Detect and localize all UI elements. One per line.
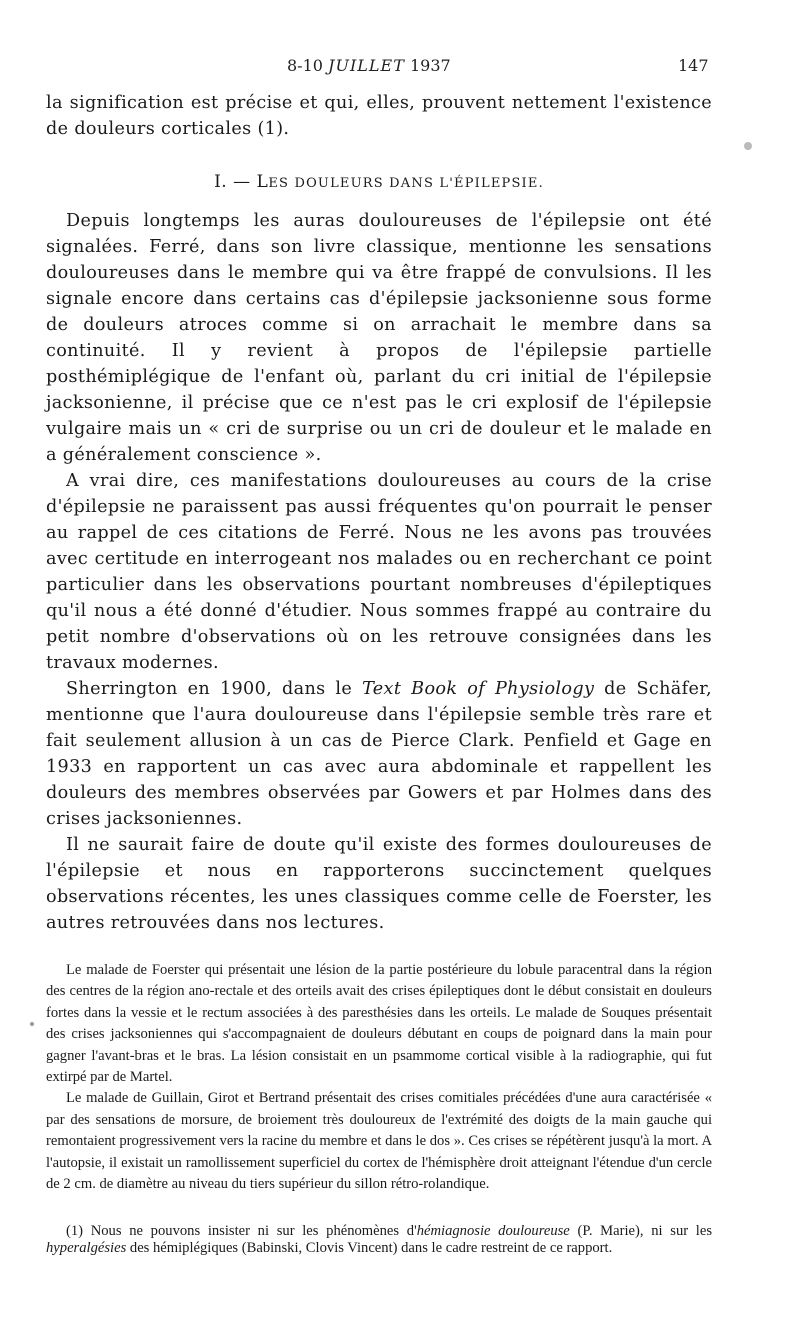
paper-speck: [30, 1022, 34, 1026]
paragraph-observations: Il ne saurait faire de doute qu'il existe des formes douloureuses de l'épilepsie et nous en rapporterons succinctement quelques observations récentes, les unes classiques comme celle de Foerster, les autres retrouvées dans nos lectures.: [46, 835, 712, 933]
footnote: (1) Nous ne pouvons insister ni sur les phénomènes d'hémiagnosie douloureuse (P. Marie), ni sur les hyperalgésies des hémiplégiques (Babinski, Clovis Vincent) dans le cadre restreint de ce rapport.: [46, 1223, 713, 1256]
header-date: 8-10 JUILLET 1937: [287, 56, 451, 75]
footnote-mark: (1): [66, 1223, 84, 1240]
paragraph-auras: Depuis longtemps les auras douloureuses de l'épilepsie ont été signalées. Ferré, dans son livre classique, mentionne les sensations douloureuses dans le membre qui va être frappé de convulsions. Il les signale encore dans certains cas d'épilepsie jacksonienne sous forme de douleurs atroces comme si on arrachait le membre dans sa continuité. Il y revient à propos de l'épilepsie partielle posthémiplégique de l'enfant où, parlant du cri initial de l'épilepsie jacksonienne, il précise que ce n'est pas le cri explosif de l'épilepsie vulgaire mais un « cri de surprise ou un cri de douleur et le malade en a généralement conscience ».: [46, 211, 712, 465]
case-guillain: Le malade de Guillain, Girot et Bertrand présentait des crises comitiales précédées d'une aura caractérisée « par des sensations de morsure, de broiement très douloureux de l'extrémité des doigts de la main gauche qui remontaient progressivement vers la racine du membre et dans le dos ». Ces crises se répétèrent jusqu'à la mort. A l'autopsie, il existait un ramollissement superficiel du cortex de l'hémisphère droit atteignant l'étendue d'un cercle de 2 cm. de diamètre au niveau du tiers supérieur du sillon rétro-rolandique.: [46, 1090, 712, 1193]
header-year: 1937: [409, 56, 451, 75]
section-heading: I. — LES DOULEURS DANS L'ÉPILEPSIE.: [214, 172, 544, 192]
paragraph-sherrington: Sherrington en 1900, dans le Text Book of Physiology de Schäfer, mentionne que l'aura douloureuse dans l'épilepsie semble très rare et fait seulement allusion à un cas de Pierce Clark. Penfield et Gage en 1933 en rapportent un cas avec aura abdominale et rappellent les douleurs des membres observées par Gowers et par Holmes dans des crises jacksoniennes.: [46, 679, 712, 829]
running-header: [0, 56, 800, 80]
case-foerster-souques: Le malade de Foerster qui présentait une lésion de la partie postérieure du lobule paracentral dans la région des centres de la région ano-rectale et des orteils avait des crises épileptiques dont le début consistait en douleurs fortes dans la vessie et le rectum associées à des paresthésies dans les orteils. Le malade de Souques présentait des crises jacksoniennes qui s'accompagnaient de douleurs débutant en coups de poignard dans la main pour gagner l'avant-bras et le bras. La lésion consistait en un psammome cortical visible à la radiographie, qui fut extirpé par de Martel.: [46, 962, 712, 1086]
section-title-smallcaps: ES DOULEURS DANS L'ÉPILEPSIE.: [268, 176, 544, 191]
book-title: Text Book of Physiology: [362, 679, 595, 699]
page-body: [46, 90, 712, 1271]
paragraph-frequency: A vrai dire, ces manifestations douloureuses au cours de la crise d'épilepsie ne paraissent pas aussi fréquentes qu'on pourrait le penser au rappel de ces citations de Ferré. Nous ne les avons pas trouvées avec certitude en interrogeant nos malades ou en recherchant ce point particulier dans les observations pourtant nombreuses d'épileptiques qu'il nous a été donné d'étudier. Nous sommes frappé au contraire du petit nombre d'observations où on les retrouve consignées dans les travaux modernes.: [46, 471, 712, 673]
header-month: JUILLET: [328, 56, 405, 75]
paper-speck: [744, 142, 752, 150]
page-number: 147: [678, 56, 709, 75]
intro-paragraph: la signification est précise et qui, elles, prouvent nettement l'existence de douleurs corticales (1).: [46, 93, 712, 139]
